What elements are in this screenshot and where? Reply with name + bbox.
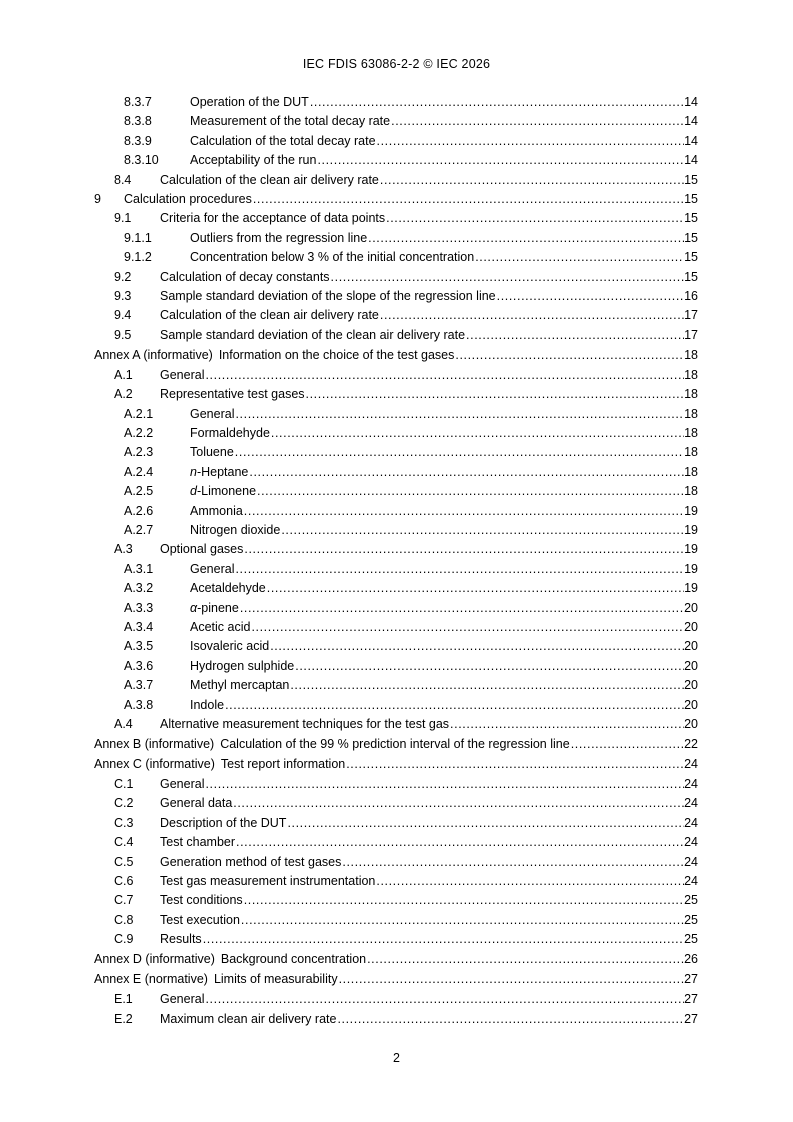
toc-entry-title: Toluene	[190, 445, 234, 460]
toc-entry[interactable]	[0, 853, 793, 872]
toc-leader-dots	[235, 405, 684, 424]
toc-entry[interactable]	[0, 171, 793, 190]
toc-entry-number: 9.3	[114, 289, 132, 303]
toc-entry-title: Representative test gases	[160, 387, 305, 402]
toc-entry-number: A.2.2	[124, 426, 154, 440]
toc-entry-page: 18	[684, 464, 698, 479]
toc-entry-number: E.1	[114, 992, 133, 1007]
toc-entry[interactable]	[0, 209, 793, 228]
toc-entry-number: 9.1.1	[124, 230, 152, 245]
toc-entry-page: 15	[684, 192, 698, 206]
toc-leader-dots	[235, 560, 684, 579]
toc-entry[interactable]	[0, 814, 793, 833]
toc-entry-number: C.7	[114, 893, 134, 908]
toc-entry-title: Ammonia	[190, 503, 243, 518]
toc-entry-page: 14	[684, 95, 698, 109]
toc-entry-page: 24	[684, 815, 698, 830]
toc-entry-number: C.3	[114, 815, 134, 830]
toc-entry-page: 24	[684, 835, 698, 850]
toc-entry-title: General	[160, 992, 205, 1007]
toc-entry[interactable]	[0, 637, 793, 656]
toc-entry-number: 9.1	[114, 211, 132, 226]
toc-entry-number: A.2.6	[124, 503, 154, 518]
toc-entry-number: E.2	[114, 1011, 133, 1026]
toc-entry-title: Methyl mercaptan	[190, 678, 290, 693]
page-number: 2	[393, 1051, 400, 1065]
toc-entry-title: Hydrogen sulphide	[190, 658, 295, 673]
toc-entry-number: 9	[94, 192, 101, 206]
toc-entry-number: A.2.4	[124, 464, 154, 479]
toc-entry-title: Background concentration	[220, 952, 367, 967]
toc-entry[interactable]	[0, 229, 793, 248]
toc-leader-dots	[367, 950, 684, 969]
toc-entry[interactable]	[0, 326, 793, 345]
toc-entry-title: Calculation of decay constants	[160, 269, 330, 284]
toc-entry-page: 17	[684, 327, 698, 342]
toc-entry-number: A.2.5	[124, 484, 154, 499]
toc-entry-number: A.3.6	[124, 658, 154, 673]
toc-entry-number: Annex C (informative)	[94, 757, 215, 771]
toc-leader-dots	[337, 1010, 684, 1029]
toc-leader-dots	[205, 366, 684, 385]
toc-entry-title: Calculation of the clean air delivery rate	[160, 172, 379, 187]
toc-entry-title: Maximum clean air delivery rate	[160, 1011, 337, 1026]
toc-entry-page: 20	[684, 639, 698, 654]
toc-entry-page: 20	[684, 717, 698, 731]
toc-entry[interactable]	[0, 579, 793, 598]
toc-entry-number: 9.2	[114, 269, 132, 284]
toc-entry-title: Measurement of the total decay rate	[190, 114, 391, 129]
toc-entry-number: 8.4	[114, 172, 132, 187]
toc-entry-title: Information on the choice of the test gases	[218, 347, 455, 362]
toc-entry-number: Annex A (informative)	[94, 347, 213, 362]
toc-entry-page: 18	[684, 426, 698, 440]
toc-entry-number: A.2.7	[124, 523, 154, 537]
toc-entry-number: A.3.5	[124, 639, 154, 654]
toc-entry-title: Operation of the DUT	[190, 95, 309, 109]
toc-leader-dots	[270, 637, 684, 656]
toc-entry-number: C.6	[114, 874, 134, 888]
toc-entry[interactable]	[0, 911, 793, 930]
toc-entry-number: A.1	[114, 367, 133, 382]
toc-entry[interactable]	[0, 950, 793, 969]
toc-entry[interactable]	[0, 891, 793, 910]
toc-entry[interactable]	[0, 385, 793, 404]
toc-entry-page: 14	[684, 114, 698, 129]
toc-leader-dots	[346, 755, 684, 774]
toc-entry-number: A.3	[114, 542, 133, 557]
toc-leader-dots	[257, 482, 684, 501]
toc-entry-title: General	[160, 777, 205, 791]
toc-entry-number: C.9	[114, 932, 134, 947]
toc-entry[interactable]	[0, 618, 793, 637]
toc-entry[interactable]	[0, 990, 793, 1009]
toc-entry-page: 27	[684, 1011, 698, 1026]
toc-entry[interactable]	[0, 696, 793, 715]
toc-entry-title: Calculation of the 99 % prediction interval of the regression line	[220, 737, 570, 751]
toc-entry-page: 15	[684, 230, 698, 245]
toc-entry-number: C.4	[114, 835, 134, 850]
toc-entry[interactable]	[0, 248, 793, 267]
toc-leader-dots	[281, 521, 684, 540]
toc-entry-title: Test chamber	[160, 835, 236, 850]
toc-entry[interactable]	[0, 132, 793, 151]
toc-entry[interactable]	[0, 521, 793, 540]
toc-entry-title: Acetic acid	[190, 620, 251, 634]
toc-leader-dots	[306, 385, 685, 404]
toc-leader-dots	[244, 891, 684, 910]
toc-entry-page: 25	[684, 912, 698, 927]
toc-leader-dots	[466, 326, 684, 345]
toc-entry[interactable]	[0, 794, 793, 813]
toc-entry[interactable]	[0, 190, 793, 209]
toc-entry-page: 15	[684, 250, 698, 265]
toc-entry-page: 25	[684, 932, 698, 947]
toc-leader-dots	[249, 463, 684, 482]
toc-entry-page: 19	[684, 581, 698, 596]
toc-entry-title: Indole	[190, 697, 225, 712]
toc-entry[interactable]	[0, 366, 793, 385]
toc-entry-page: 20	[684, 658, 698, 673]
toc-leader-dots	[391, 112, 684, 131]
toc-entry-title: General	[190, 561, 235, 576]
toc-entry-page: 26	[684, 952, 698, 967]
toc-entry-page: 27	[684, 992, 698, 1007]
toc-entry-title: Test report information	[220, 757, 346, 771]
toc-entry-number: A.3.1	[124, 561, 154, 576]
toc-leader-dots	[240, 599, 684, 618]
toc-leader-dots	[267, 579, 684, 598]
toc-entry-title-italic: n	[190, 464, 197, 479]
toc-entry[interactable]	[0, 287, 793, 306]
toc-entry-title: Description of the DUT	[160, 815, 287, 830]
toc-entry-number: C.5	[114, 854, 134, 869]
toc-leader-dots	[368, 229, 684, 248]
toc-entry-page: 20	[684, 697, 698, 712]
toc-entry-title: General data	[160, 796, 233, 811]
toc-entry-number: 8.3.8	[124, 114, 152, 129]
toc-entry[interactable]	[0, 715, 793, 734]
toc-entry-title	[190, 482, 257, 501]
toc-entry-title-rest: -Limonene	[196, 484, 257, 499]
toc-entry[interactable]	[0, 560, 793, 579]
toc-entry[interactable]	[0, 775, 793, 794]
toc-entry[interactable]	[0, 463, 793, 482]
toc-leader-dots	[339, 970, 685, 989]
toc-entry-title: Concentration below 3 % of the initial concentration	[190, 250, 475, 265]
toc-entry-title: Results	[160, 932, 202, 947]
toc-entry[interactable]	[0, 424, 793, 443]
toc-entry-title	[190, 599, 240, 618]
toc-entry-number: Annex B (informative)	[94, 737, 215, 751]
toc-leader-dots	[376, 872, 684, 891]
toc-entry[interactable]	[0, 676, 793, 695]
toc-entry[interactable]	[0, 93, 793, 112]
toc-entry-title: Acceptability of the run	[190, 153, 317, 168]
toc-entry-number: 8.3.7	[124, 95, 152, 109]
toc-entry-number: Annex D (informative)	[94, 952, 215, 967]
toc-entry-title: Acetaldehyde	[190, 581, 266, 596]
toc-entry-number: C.8	[114, 912, 134, 927]
toc-entry-page: 18	[684, 367, 698, 382]
toc-entry-number: A.3.7	[124, 678, 154, 693]
toc-entry-page: 16	[684, 289, 698, 303]
toc-entry-number: C.1	[114, 777, 134, 791]
toc-entry-title-italic: α	[190, 600, 198, 615]
toc-entry-number: C.2	[114, 796, 134, 811]
toc-entry-title: Calculation of the total decay rate	[190, 133, 376, 148]
toc-entry-page: 22	[684, 737, 698, 751]
toc-entry-page: 24	[684, 874, 698, 888]
toc-leader-dots	[380, 171, 684, 190]
toc-entry-title: General	[190, 406, 235, 421]
toc-leader-dots	[241, 911, 684, 930]
toc-entry-number: 8.3.9	[124, 133, 152, 148]
toc-entry-title: General	[160, 367, 205, 382]
toc-leader-dots	[571, 735, 684, 754]
toc-entry-number: Annex E (normative)	[94, 972, 208, 987]
toc-entry-page: 17	[684, 308, 698, 323]
toc-entry[interactable]	[0, 405, 793, 424]
toc-entry-number: A.3.3	[124, 600, 154, 615]
toc-entry-title: Test execution	[160, 912, 240, 927]
toc-entry-page: 14	[684, 153, 698, 168]
toc-leader-dots	[233, 794, 684, 813]
toc-leader-dots	[235, 443, 684, 462]
toc-entry-title: Test gas measurement instrumentation	[160, 874, 376, 888]
toc-leader-dots	[331, 268, 685, 287]
toc-leader-dots	[205, 990, 684, 1009]
toc-entry-title: Calculation procedures	[124, 192, 252, 206]
toc-entry[interactable]	[0, 872, 793, 891]
toc-entry-number: 9.5	[114, 327, 132, 342]
toc-entry[interactable]	[0, 112, 793, 131]
toc-leader-dots	[386, 209, 684, 228]
toc-entry-page: 19	[684, 542, 698, 557]
toc-entry-title-rest: -Heptane	[196, 464, 249, 479]
toc-entry-page: 18	[684, 347, 698, 362]
toc-entry-page: 24	[684, 796, 698, 811]
toc-entry[interactable]	[0, 268, 793, 287]
toc-entry[interactable]	[0, 482, 793, 501]
toc-entry-page: 15	[684, 211, 698, 226]
toc-entry-page: 27	[684, 972, 698, 987]
toc-entry-title: Sample standard deviation of the slope of the regression line	[160, 289, 496, 303]
toc-entry-title	[190, 463, 249, 482]
toc-entry[interactable]	[0, 151, 793, 170]
toc-leader-dots	[295, 657, 684, 676]
toc-entry-title: Isovaleric acid	[190, 639, 270, 654]
toc-entry-page: 25	[684, 893, 698, 908]
toc-leader-dots	[290, 676, 684, 695]
toc-entry-title-rest: -pinene	[197, 600, 239, 615]
toc-leader-dots	[455, 346, 684, 365]
toc-leader-dots	[203, 930, 684, 949]
toc-entry-title: Test conditions	[160, 893, 243, 908]
toc-entry-page: 14	[684, 133, 698, 148]
toc-entry[interactable]	[0, 735, 793, 754]
toc-entry-page: 20	[684, 620, 698, 634]
toc-leader-dots	[497, 287, 684, 306]
toc-entry[interactable]	[0, 833, 793, 852]
toc-entry[interactable]	[0, 930, 793, 949]
toc-leader-dots	[205, 775, 684, 794]
toc-entry-page: 20	[684, 678, 698, 693]
toc-entry[interactable]	[0, 443, 793, 462]
toc-entry-page: 19	[684, 523, 698, 537]
toc-entry-page: 19	[684, 503, 698, 518]
toc-entry-title: Outliers from the regression line	[190, 230, 368, 245]
document-header: IEC FDIS 63086-2-2 © IEC 2026	[302, 57, 491, 71]
toc-entry[interactable]	[0, 306, 793, 325]
toc-entry-number: A.4	[114, 717, 133, 731]
toc-entry-number: 8.3.10	[124, 153, 159, 168]
toc-entry-title: Formaldehyde	[190, 426, 270, 440]
toc-entry-title: Calculation of the clean air delivery rate	[160, 308, 379, 323]
toc-entry[interactable]	[0, 346, 793, 365]
toc-entry[interactable]	[0, 1010, 793, 1029]
toc-leader-dots	[244, 502, 684, 521]
toc-entry[interactable]	[0, 502, 793, 521]
toc-entry-title-italic: d	[190, 484, 197, 499]
toc-entry-title: Limits of measurability	[213, 972, 338, 987]
toc-entry-number: A.2.3	[124, 445, 154, 460]
toc-entry-page: 15	[684, 172, 698, 187]
toc-entry[interactable]	[0, 657, 793, 676]
toc-entry-title: Criteria for the acceptance of data points	[160, 211, 386, 226]
toc-entry-page: 18	[684, 484, 698, 499]
toc-entry-number: A.2	[114, 387, 133, 402]
toc-leader-dots	[236, 833, 684, 852]
toc-entry-page: 24	[684, 777, 698, 791]
toc-entry-page: 19	[684, 561, 698, 576]
toc-entry-title: Optional gases	[160, 542, 244, 557]
toc-entry-page: 24	[684, 757, 698, 771]
toc-entry-number: A.2.1	[124, 406, 154, 421]
toc-entry-page: 18	[684, 406, 698, 421]
toc-entry-title: Nitrogen dioxide	[190, 523, 281, 537]
toc-entry-title: Alternative measurement techniques for the test gas	[160, 717, 450, 731]
toc-entry[interactable]	[0, 540, 793, 559]
toc-leader-dots	[450, 715, 684, 734]
toc-entry[interactable]	[0, 755, 793, 774]
toc-entry[interactable]	[0, 599, 793, 618]
toc-leader-dots	[377, 132, 685, 151]
toc-entry-number: A.3.8	[124, 697, 154, 712]
toc-entry-page: 24	[684, 854, 698, 869]
toc-leader-dots	[342, 853, 684, 872]
toc-entry-page: 18	[684, 387, 698, 402]
toc-leader-dots	[317, 151, 684, 170]
toc-leader-dots	[287, 814, 684, 833]
toc-leader-dots	[271, 424, 684, 443]
toc-leader-dots	[310, 93, 684, 112]
toc-entry-number: A.3.2	[124, 581, 154, 596]
toc-entry-page: 18	[684, 445, 698, 460]
toc-leader-dots	[244, 540, 684, 559]
toc-entry-title: Generation method of test gases	[160, 854, 342, 869]
toc-leader-dots	[251, 618, 684, 637]
toc-entry-title: Sample standard deviation of the clean air delivery rate	[160, 327, 466, 342]
toc-entry-page: 20	[684, 600, 698, 615]
toc-leader-dots	[253, 190, 684, 209]
toc-entry-number: 9.1.2	[124, 250, 152, 265]
toc-entry[interactable]	[0, 970, 793, 989]
toc-leader-dots	[475, 248, 684, 267]
toc-entry-page: 15	[684, 269, 698, 284]
toc-entry-number: 9.4	[114, 308, 132, 323]
toc-leader-dots	[380, 306, 684, 325]
toc-leader-dots	[225, 696, 684, 715]
toc-entry-number: A.3.4	[124, 620, 154, 634]
